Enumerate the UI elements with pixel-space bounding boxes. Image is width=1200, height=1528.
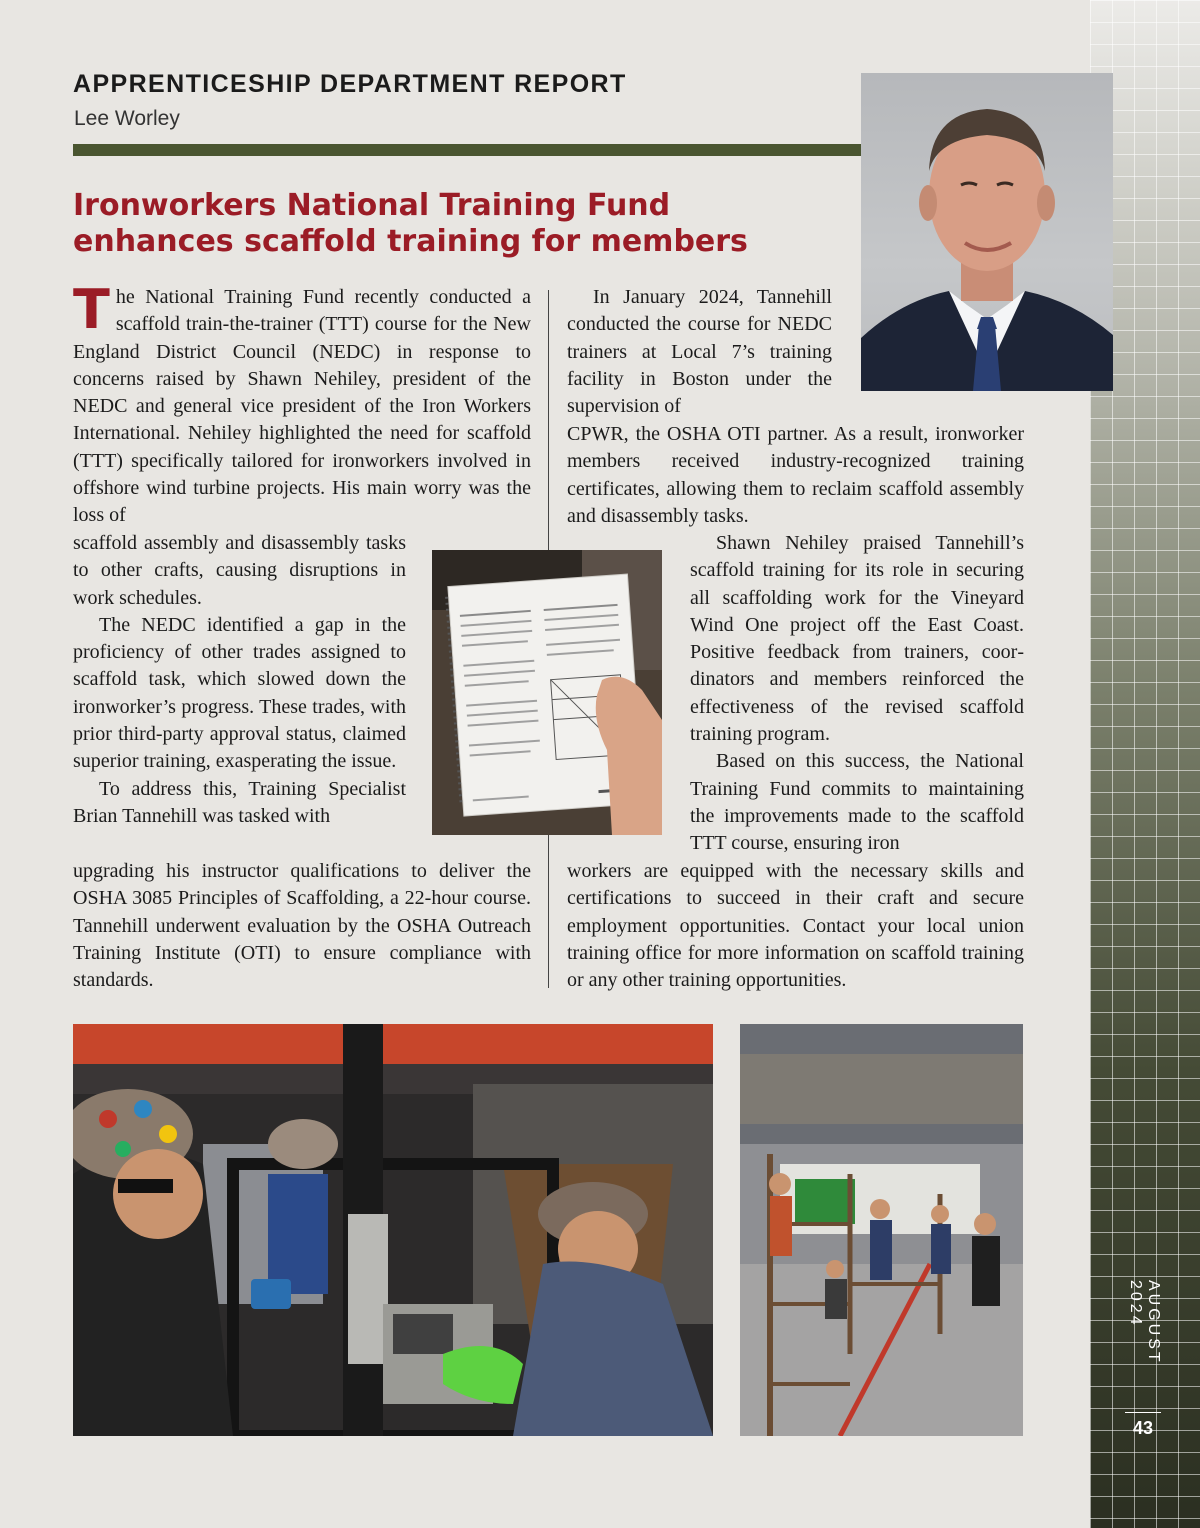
left-column-bottom — [73, 858, 531, 994]
left-paragraph-1-bottom: scaffold assembly and disassembly tasks to other crafts, causing disruptions in work schedules. — [73, 532, 406, 609]
right-column-middle — [690, 530, 1024, 858]
scaffold-training-photo — [740, 1024, 1023, 1436]
left-column-middle — [73, 530, 406, 830]
page-number-divider — [1125, 1412, 1161, 1413]
author-name: Lee Worley — [74, 107, 180, 130]
right-column-top — [567, 284, 832, 420]
left-paragraph-3-top: To address this, Training Specialist Brian Tannehill was tasked with — [73, 777, 406, 827]
right-paragraph-3-narrow: Based on this success, the National Training Fund commits to maintaining the improvements made to the scaffold TTT course, ensuring iron — [690, 750, 1024, 855]
left-paragraph-2: The NEDC identified a gap in the proficiency of other trades assigned to scaffold task, which slowed down the ironworker’s progress. These trades, with prior third-party approval status, claimed superior training, exasperating the issue. — [73, 613, 406, 773]
left-column-top — [73, 278, 531, 530]
page-number: 43 — [1132, 1418, 1154, 1438]
right-column-upper-wide — [567, 421, 1024, 530]
right-paragraph-1-wide: CPWR, the OSHA OTI partner. As a result, ironworker members received industry-recognized training certificates, allowing them to reclaim scaffold assembly and disassembly tasks. — [567, 423, 1024, 527]
left-paragraph-3-bottom: upgrading his instructor qualifications to deliver the OSHA 3085 Principles of Scaffolding, a 22-hour course. Tannehill underwent evaluation by the OSHA Outreach Training Institute (OTI) to ensure compliance with standards. — [73, 860, 531, 992]
article-headline: Ironworkers National Training Fund enhances scaffold training for members — [73, 188, 748, 259]
training-manual-illustration — [432, 550, 662, 835]
right-paragraph-2: Shawn Nehiley praised Tannehill’s scaffold training for its role in securing all scaffolding work for the Vineyard Wind One project off the East Coast. Positive feedback from trainers, coordinators and members reinforced the effectiveness of the revised scaffold training program. — [690, 532, 1024, 746]
department-title-rest: DEPARTMENT REPORT — [320, 70, 627, 98]
left-paragraph-1-top: he National Training Fund recently conducted a scaffold train-the-trainer (TTT) course for the New England District Council (NEDC) in response to concerns raised by Shawn Nehiley, president of the NEDC and general vice president of the Iron Workers International. Nehiley highlighted the need for scaffold (TTT) specifically tailored for ironworkers involved in offshore wind turbine projects. His main worry was the loss of — [73, 286, 531, 527]
author-portrait-photo — [861, 73, 1113, 391]
issue-date: AUGUST 2024 — [1127, 1280, 1162, 1365]
hoist-training-photo — [73, 1024, 713, 1436]
training-manual-photo — [432, 550, 662, 835]
department-title — [73, 70, 627, 99]
drop-cap: T — [73, 278, 110, 341]
header-divider-bar — [73, 144, 863, 156]
scaffold-training-illustration — [740, 1024, 1023, 1436]
hoist-training-illustration — [73, 1024, 713, 1436]
department-title-bold: APPRENTICESHIP — [73, 70, 312, 98]
right-column-bottom — [567, 858, 1024, 994]
right-paragraph-1-narrow: In January 2024, Tannehill conducted the course for NEDC trainers at Local 7’s training facility in Boston under the supervision of — [567, 286, 832, 418]
portrait-illustration — [861, 73, 1113, 391]
right-paragraph-3-wide: workers are equipped with the necessary skills and certifications to succeed in their craft and secure employment opportunities. Contact your local union training office for more information on scaffold training or any other training opportunities. — [567, 860, 1024, 992]
